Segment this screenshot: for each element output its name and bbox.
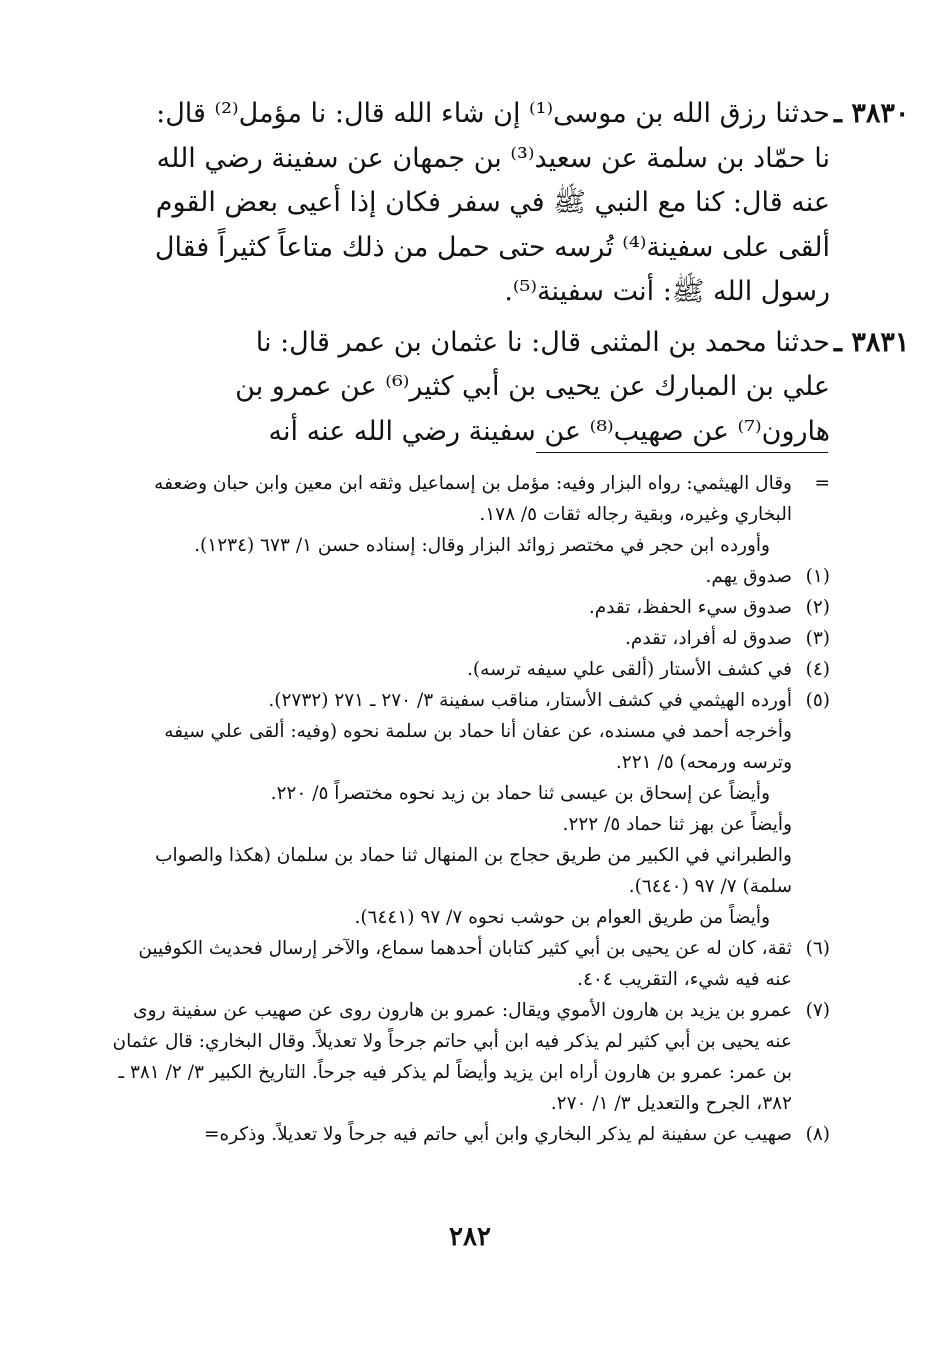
footnote-text: وأيضاً عن إسحاق بن عيسى ثنا حماد بن زيد نحوه مختصراً ٥/ ٢٢٠.: [270, 783, 770, 804]
hadith-line: حدثنا رزق الله بن موسى⁽¹⁾ إن شاء الله قال: نا مؤمل⁽²⁾ قال:: [156, 98, 830, 129]
hadith-line: نا حمّاد بن سلمة عن سعيد⁽³⁾ بن جمهان عن سفينة رضي الله: [156, 142, 830, 174]
hadith-line: حدثنا محمد بن المثنى قال: نا عثمان بن عمر قال: نا: [255, 326, 830, 358]
footnote-text: وأخرجه أحمد في مسنده، عن عفان أنا حماد بن سلمة نحوه (وفيه: ألقى علي سيفه وترسه ورمحه) ٥/ ٢٢١.: [164, 721, 792, 773]
hadith-line: ألقى على سفينة⁽⁴⁾ تُرسه حتى حمل من ذلك متاعاً كثيراً فقال: [154, 231, 830, 263]
footnote-mark: (٣): [805, 628, 830, 649]
footnote-separator: [536, 452, 828, 453]
hadith-line: رسول الله ﷺ: أنت سفينة⁽⁵⁾.: [504, 276, 830, 307]
footnote-1: [110, 561, 830, 592]
footnote-mark: (٦): [805, 938, 830, 959]
footnote-text: صدوق يهم.: [705, 566, 792, 587]
hadith-3831: [90, 321, 910, 455]
footnote-text: وأيضاً من طريق العوام بن حوشب نحوه ٧/ ٩٧ (٦٤٤١).: [354, 907, 770, 928]
footnotes: [110, 468, 830, 1150]
footnote-7: [110, 995, 830, 1119]
footnote-text: وقال الهيثمي: رواه البزار وفيه: مؤمل بن إسماعيل وثقه ابن معين وابن حبان وضعفه البخاري وغيره، وبقية رجاله ثقات ٥/ ١٧٨.: [154, 473, 792, 525]
footnote-4: [110, 654, 830, 685]
hadith-number: ٣٨٣١ ـ: [834, 326, 910, 358]
footnote-text: وأورده ابن حجر في مختصر زوائد البزار وقال: إسناده حسن ١/ ٦٧٣ (١٢٣٤).: [194, 535, 770, 556]
footnote-text: في كشف الأستار (ألقى علي سيفه ترسه).: [467, 659, 792, 680]
footnote-text: وأيضاً عن بهز ثنا حماد ٥/ ٢٢٢.: [562, 814, 792, 835]
hadith-line: عنه قال: كنا مع النبي ﷺ في سفر فكان إذا أعيى بعض القوم: [155, 187, 830, 218]
footnote-2: [110, 592, 830, 623]
footnote-continuation: [110, 468, 830, 561]
footnote-mark: (٤): [805, 659, 830, 680]
footnote-8: [110, 1119, 830, 1150]
footnote-mark: =: [814, 473, 830, 494]
footnote-mark: (٧): [805, 1000, 830, 1021]
footnote-text: صدوق سيء الحفظ، تقدم.: [588, 597, 792, 618]
footnote-text: ثقة، كان له عن يحيى بن أبي كثير كتابان أحدهما سماع، والآخر إرسال فحديث الكوفيين عنه فيه شيء، التقريب ٤٠٤.: [138, 938, 792, 990]
footnote-5: [110, 685, 830, 933]
footnote-text: صهيب عن سفينة لم يذكر البخاري وابن أبي حاتم فيه جرحاً ولا تعديلاً. وذكره=: [204, 1124, 792, 1145]
hadith-3830: [90, 92, 910, 315]
hadith-line: هارون⁽⁷⁾ عن صهيب⁽⁸⁾ عن سفينة رضي الله عنه أنه: [268, 415, 830, 447]
footnote-mark: (٢): [805, 597, 830, 618]
hadith-number: ٣٨٣٠ ـ: [834, 98, 910, 129]
hadith-line: علي بن المبارك عن يحيى بن أبي كثير⁽⁶⁾ عن عمرو بن: [235, 371, 830, 402]
footnote-mark: (٨): [805, 1124, 830, 1145]
main-text: [90, 92, 910, 460]
footnote-text: أورده الهيثمي في كشف الأستار، مناقب سفينة ٣/ ٢٧٠ ـ ٢٧١ (٢٧٣٢).: [268, 690, 792, 711]
page-number: ٢٨٢: [449, 1222, 491, 1252]
footnote-mark: (٥): [805, 690, 830, 711]
footnote-3: [110, 623, 830, 654]
footnote-text: والطبراني في الكبير من طريق حجاج بن المنهال ثنا حماد بن سلمان (هكذا والصواب سلمة) ٧/ ٩٧ (٦٤٤٠).: [155, 845, 792, 897]
footnote-6: [110, 933, 830, 995]
footnote-text: عمرو بن يزيد بن هارون الأموي ويقال: عمرو بن هارون روى عن صهيب عن سفينة روى عنه يحيى بن أبي كثير لم يذكر فيه ابن أبي حاتم جرحاً ولا تعديلاً. وقال البخاري: قال عثمان بن عمر: عمرو بن هارون أراه ابن يزيد وأيضاً لم يذكر فيه جرحاً. التاريخ الكبير ٣/ ٢/ ٣٨١ ـ ٣٨٢، الجرح والتعديل ٣/ ١/ ٢٧٠.: [112, 1000, 792, 1114]
footnote-text: صدوق له أفراد، تقدم.: [625, 628, 792, 649]
footnote-mark: (١): [805, 566, 830, 587]
